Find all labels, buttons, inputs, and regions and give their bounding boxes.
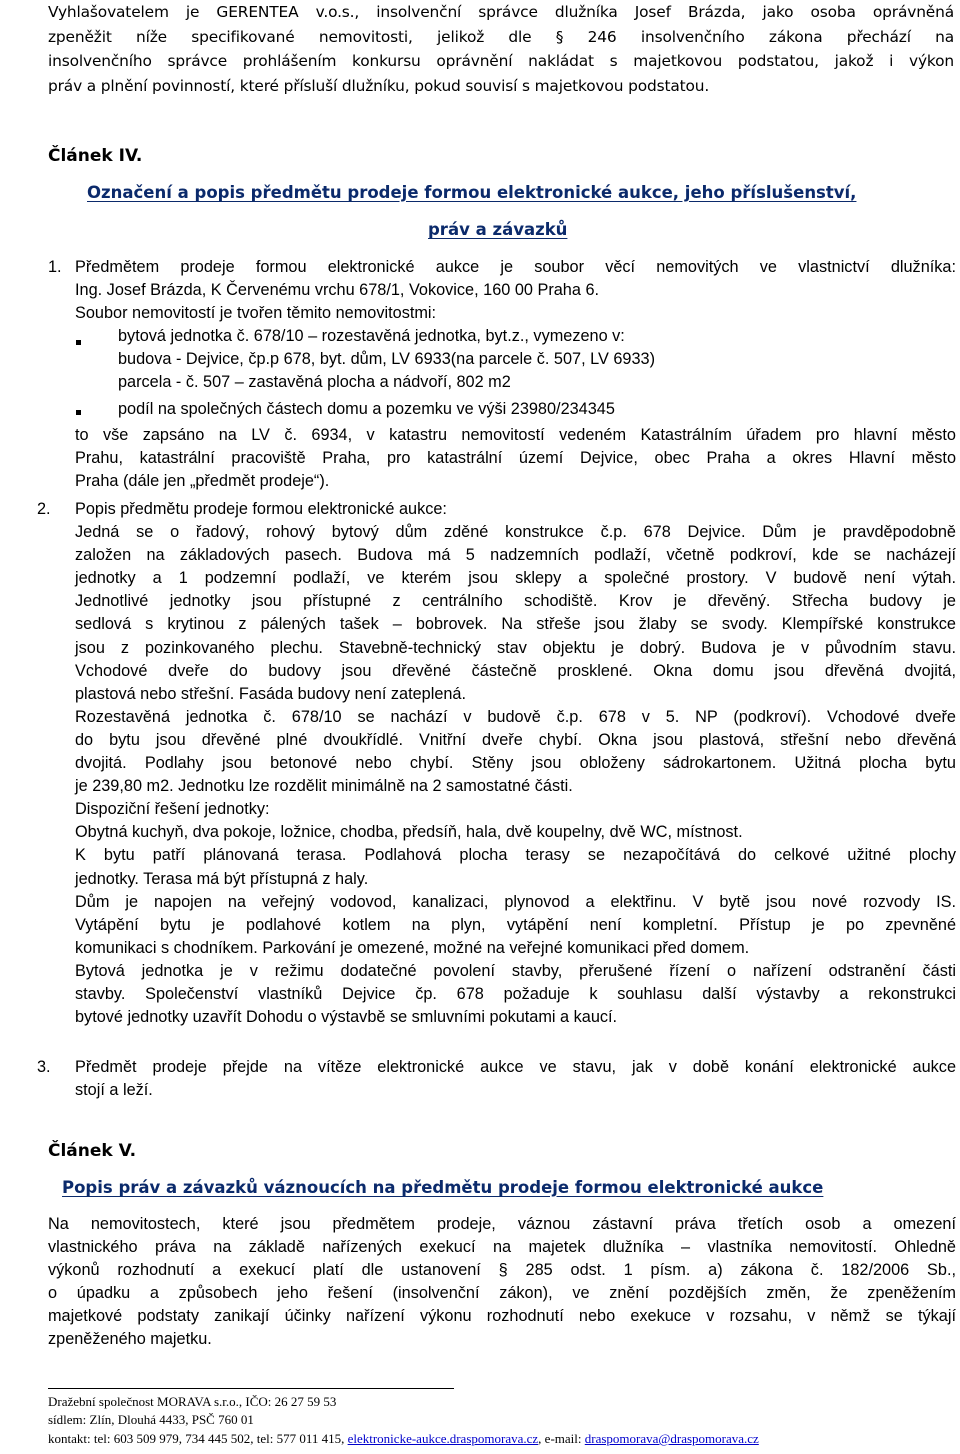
item-2-line: jednotky. Terasa má být přístupná z haly. — [75, 869, 369, 888]
item-2-line: bytové jednotky uzavřít Dohodu o výstavbě se smluvními pokutami a kaucí. — [75, 1008, 618, 1027]
footer-company: Dražební společnost MORAVA s.r.o., IČO: 26 27 59 53 — [48, 1394, 337, 1409]
bullet-2-line: podíl na společných částech domu a pozemku ve výši 23980/234345 — [118, 400, 615, 418]
item-1-line: Ing. Josef Brázda, K Červenému vrchu 678/1, Vokovice, 160 00 Praha 6. — [75, 281, 600, 300]
article-5-heading: Článek V. — [48, 1141, 137, 1161]
item-2-line: Popis předmětu prodeje formou elektronické aukce: — [75, 500, 447, 518]
article-5-line: vlastnického práva na základě nařízených exekucí na majetek dlužníka – vlastníka nemovitostí. Ohledně — [48, 1238, 956, 1257]
bullet-1-line: bytová jednotka č. 678/10 – rozestavěná jednotka, byt.z., vymezeno v: — [118, 327, 625, 345]
item-3-line: stojí a leží. — [75, 1081, 153, 1100]
intro-line: zpeněžit níže specifikované nemovitosti, jelikož dle § 246 insolvenčního zákona přechází na — [48, 27, 954, 46]
item-2-line: do bytu jsou dřevěné plné dvoukřídlé. Vnitřní dveře chybí. Okna jsou plastová, střešní nebo dřevěná — [75, 730, 956, 749]
item-2-line: plastová nebo střešní. Fasáda budovy není zateplená. — [75, 684, 467, 703]
intro-line: Vyhlašovatelem je GERENTEA v.o.s., insolvenční správce dlužníka Josef Brázda, jako osoba oprávněná — [48, 3, 954, 21]
bullet-marker — [76, 340, 81, 345]
item-3-line: Předmět prodeje přejde na vítěze elektronické aukce ve stavu, jak v době konání elektronické aukce — [75, 1058, 956, 1076]
item-2-line: dvojitá. Podlahy jsou betonové nebo chybí. Stěny jsou obloženy sádrokartonem. Užitná plocha bytu — [75, 754, 956, 773]
item-2-line: Jednotlivé jednotky jsou přístupné z centrálního schodiště. Krov je dřevěný. Střecha budovy je — [75, 592, 956, 611]
footer-divider — [48, 1388, 454, 1389]
item-2-line: je 239,80 m2. Jednotku lze rozdělit minimálně na 2 samostatné části. — [75, 777, 573, 796]
item-2-line: jsou z pozinkovaného plechu. Stavebně-technický stav objektu je dobrý. Budova je v původním stavu. — [75, 638, 956, 657]
bullet-1-line: parcela - č. 507 – zastavěná plocha a nádvoří, 802 m2 — [118, 373, 511, 392]
item-3-number: 3. — [37, 1058, 51, 1076]
item-1-number: 1. — [48, 258, 62, 276]
item-1-after-line: to vše zapsáno na LV č. 6934, v katastru nemovitostí vedeném Katastrálním úřadem pro hlavní město — [75, 426, 956, 444]
footer-email-label: , e-mail: — [538, 1431, 585, 1446]
item-2-line: Dům je napojen na veřejný vodovod, kanalizaci, plynovod a elektřinu. V bytě jsou nové rozvody IS. — [75, 892, 956, 911]
intro-line: práv a plnění povinností, které přísluší dlužníku, pokud souvisí s majetkovou podstatou. — [48, 76, 710, 95]
email-link[interactable]: draspomorava@draspomorava.cz — [584, 1431, 759, 1446]
footer-contact-phones: kontakt: tel: 603 509 979, 734 445 502, tel: 577 011 415, — [48, 1431, 348, 1446]
item-1-line: Soubor nemovitostí je tvořen těmito nemovitostmi: — [75, 304, 437, 323]
item-2-line: Dispoziční řešení jednotky: — [75, 800, 270, 819]
item-2-line: Bytová jednotka je v režimu dodatečné povolení stavby, přerušené řízení o nařízení odstranění části — [75, 961, 956, 980]
bullet-marker — [76, 410, 81, 415]
footer-address: sídlem: Zlín, Dlouhá 4433, PSČ 760 01 — [48, 1412, 254, 1427]
item-2-line: Vytápění bytu je podlahové kotlem na plyn, vytápění není kompletní. Přístup je po zpevněné — [75, 915, 956, 934]
item-2-line: Jedná se o řadový, rohový bytový dům zděné konstrukce č.p. 678 Dejvice. Dům je pravděpodobně — [75, 523, 956, 542]
article-4-heading: Článek IV. — [48, 146, 143, 166]
article-5-paragraph — [48, 1213, 956, 1352]
item-2-line: Obytná kuchyň, dva pokoje, ložnice, chodba, předsíň, hala, dvě koupelny, dvě WC, místnost. — [75, 823, 743, 842]
item-2-line: stavby. Společenství vlastníků Dejvice čp. 678 požaduje k souhlasu další výstavby a rekonstrukci — [75, 984, 956, 1003]
item-1-line: Předmětem prodeje formou elektronické aukce je soubor věcí nemovitých ve vlastnictví dlužníka: — [75, 258, 956, 276]
article-5-line: zpeněženého majetku. — [48, 1330, 212, 1349]
intro-paragraph — [48, 0, 954, 98]
website-link[interactable]: elektronicke-aukce.draspomorava.cz — [347, 1431, 539, 1446]
bullet-1-line: budova - Dejvice, čp.p 678, byt. dům, LV 6933(na parcele č. 507, LV 6933) — [118, 350, 656, 369]
item-2-number: 2. — [37, 500, 51, 518]
item-2-line: komunikaci s chodníkem. Parkování je omezené, možné na veřejné komunikaci před domem. — [75, 938, 750, 957]
item-1-after-line: Praha (dále jen „předmět prodeje“). — [75, 472, 330, 491]
article-5-line: výkonů rozhodnutí a exekucí platí dle ustanovení § 285 odst. 1 písm. a) zákona č. 182/2006 Sb., — [48, 1261, 956, 1280]
item-2-line: sedlová s krytinou z pálených tašek – bobrovek. Na střeše jsou žlaby se svody. Klempířské konstrukce — [75, 615, 956, 634]
item-2-line: Rozestavěná jednotka č. 678/10 se nachází v budově č.p. 678 v 5. NP (podkroví). Vchodové dveře — [75, 707, 956, 726]
article-5-line: majetkové podstaty zanikají účinky nařízení výkonu rozhodnutí nebo exekuce v rozsahu, v němž se týkají — [48, 1307, 956, 1326]
item-2-line: Vchodové dveře do budovy jsou dřevěné částečně prosklené. Okna domu jsou dřevěná dvojitá, — [75, 661, 956, 680]
article-5-line: Na nemovitostech, které jsou předmětem prodeje, váznou zástavní práva třetích osob a omezení — [48, 1215, 956, 1233]
item-1-after-line: Prahu, katastrální pracoviště Praha, pro katastrální území Dejvice, obec Praha a okres Hlavní město — [75, 449, 956, 468]
article-5-line: o úpadku a způsobech jeho řešení (insolvenční zákon), ve znění pozdějších změn, že zpeněžením — [48, 1284, 956, 1303]
item-2-line: K bytu patří plánovaná terasa. Podlahová plocha terasy se nezapočítává do celkové užitné plochy — [75, 846, 956, 865]
footer-contact — [48, 1431, 759, 1447]
intro-line: insolvenčního správce prohlášením konkursu oprávnění nakládat s majetkovou podstatou, jakož i výkon — [48, 52, 954, 70]
article-4-title-line-1: Označení a popis předmětu prodeje formou elektronické aukce, jeho příslušenství, — [87, 183, 857, 202]
article-5-title: Popis práv a závazků váznoucích na předmětu prodeje formou elektronické aukce — [62, 1178, 824, 1197]
item-2-line: jednotky a 1 podzemní podlaží, ve kterém jsou sklepy a společné prostory. V budově není výtah. — [75, 569, 956, 588]
item-2-line: založen na základových pasech. Budova má 5 nadzemních podlaží, včetně podkroví, kde se nacházejí — [75, 546, 956, 565]
article-4-title-line-2: práv a závazků — [428, 220, 568, 239]
